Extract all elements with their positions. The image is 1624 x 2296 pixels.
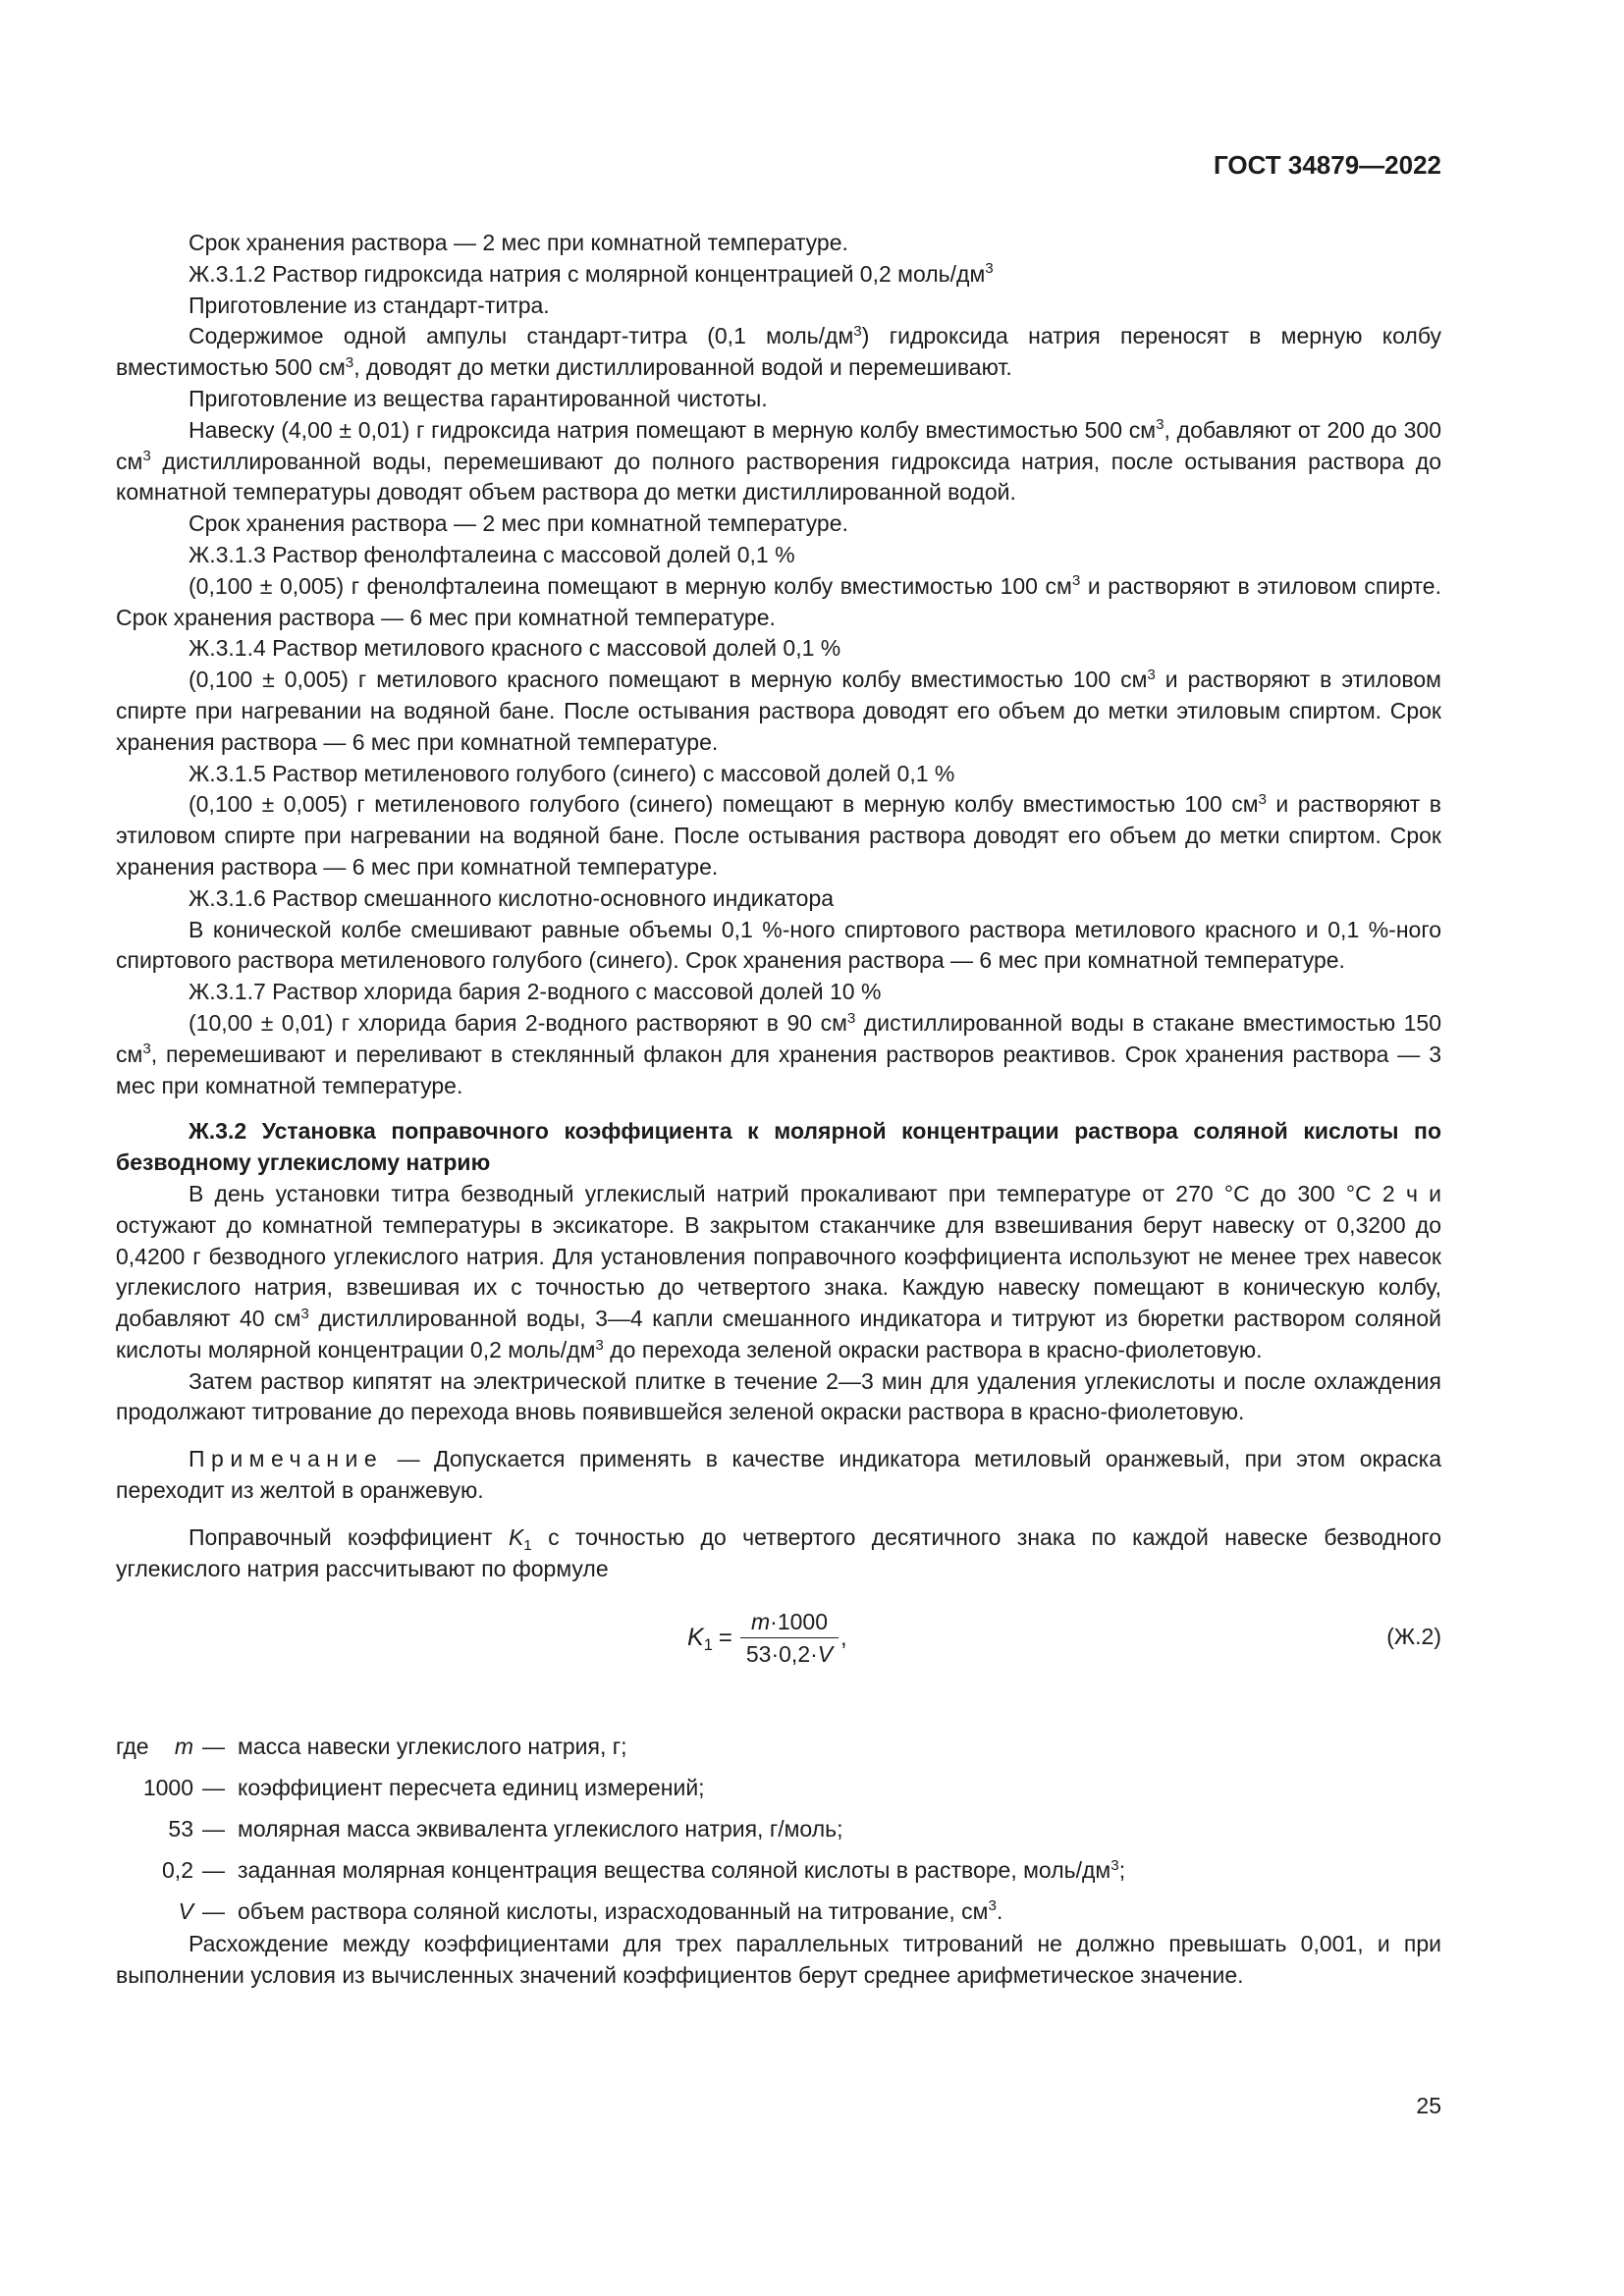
text-run: — Допускается применять в качестве индикатора метиловый оранжевый, при этом окраска переходит из желтой в оранжевую. [116, 1446, 1441, 1504]
text-run: до перехода зеленой окраски раствора в красно-фиолетовую. [603, 1336, 1263, 1362]
text-run: . [996, 1897, 1003, 1924]
superscript: 3 [142, 1041, 151, 1058]
body-paragraph [116, 540, 1441, 571]
italic-symbol: m [174, 1734, 193, 1760]
text-run: Приготовление из вещества гарантированной чистоты. [189, 385, 768, 411]
text-run: 1000 [142, 1775, 193, 1801]
superscript: 3 [142, 448, 151, 465]
body-paragraph [116, 291, 1441, 322]
text-run: , доводят до метки дистиллированной водой и перемешивают. [353, 354, 1012, 381]
legend-dash: — [202, 1734, 225, 1760]
text-run: Ж.3.1.4 Раствор метилового красного с массовой долей 0,1 % [189, 635, 841, 662]
body-paragraph [116, 883, 1441, 915]
italic-symbol: V [178, 1897, 193, 1924]
body-paragraph [116, 508, 1441, 540]
superscript: 3 [1110, 1856, 1119, 1874]
legend-lead-word: где [116, 1734, 149, 1760]
body-paragraph [116, 1008, 1441, 1101]
text-run: Расхождение между коэффициентами для трех параллельных титрований не должно превышать 0,001, и при выполнении условия из вычисленных значений коэффициентов берут среднее арифметическое значение. [116, 1931, 1441, 1989]
text-run: дистиллированной воды, перемешивают до полного растворения гидроксида натрия, после остывания раствора до комнатной температуры доводят объем раствора до метки дистиллированной водой. [116, 448, 1441, 506]
document-id: ГОСТ 34879—2022 [1214, 150, 1441, 180]
formula-trailing-comma: , [840, 1624, 847, 1650]
text-run: молярная масса эквивалента углекислого натрия, г/моль; [238, 1816, 843, 1842]
text-run: и растворяют в этиловом спирте. Срок хранения раствора — 6 мес при комнатной температуре. [116, 572, 1441, 630]
legend-row [116, 1814, 1441, 1845]
text-run: Содержимое одной ампулы стандарт-титра (0,1 моль/дм [189, 323, 854, 349]
page-number: 25 [1416, 2093, 1441, 2118]
text-run: Приготовление из стандарт-титра. [189, 292, 550, 318]
text-run: Ж.3.1.5 Раствор метиленового голубого (синего) с массовой долей 0,1 % [189, 760, 955, 786]
text-run: заданная молярная концентрация вещества соляной кислоты в растворе, моль/дм [238, 1856, 1111, 1883]
italic-symbol: V [817, 1640, 834, 1667]
text-run: Срок хранения раствора — 2 мес при комнатной температуре. [189, 510, 848, 537]
body-paragraph [116, 228, 1441, 259]
text-run: Затем раствор кипятят на электрической плитке в течение 2—3 мин для удаления углекислоты и после охлаждения продолжают титрование до перехода вновь появившейся зеленой окраски раствора в красно-фиолетовую. [116, 1367, 1441, 1425]
body-paragraph [116, 384, 1441, 415]
body-paragraph [116, 1522, 1441, 1585]
legend-description [238, 1773, 1441, 1804]
body-paragraph [116, 259, 1441, 291]
formula-denominator [740, 1638, 839, 1668]
legend-dash: — [202, 1816, 225, 1842]
superscript: 3 [1156, 416, 1164, 434]
body-paragraph [116, 1179, 1441, 1366]
formula-fraction [740, 1608, 839, 1668]
body-paragraph [116, 415, 1441, 508]
document-body [116, 228, 1441, 1992]
text-run: Ж.3.1.3 Раствор фенолфталеина с массовой долей 0,1 % [189, 541, 795, 567]
formula-lhs [687, 1623, 713, 1654]
superscript: 3 [1147, 666, 1156, 683]
body-paragraph [116, 1366, 1441, 1429]
text-run: ) гидроксида натрия переносят в мерную колбу вместимостью 500 см [116, 323, 1442, 381]
text-run: , добавляют от 200 до 300 см [116, 416, 1441, 474]
body-paragraph [116, 759, 1441, 790]
formula-block [116, 1607, 1441, 1668]
superscript: 3 [300, 1305, 309, 1322]
text-run: коэффициент пересчета единиц измерений; [238, 1775, 705, 1801]
body-paragraph [116, 1929, 1441, 1992]
superscript: 3 [595, 1336, 604, 1354]
text-run: (0,100 ± 0,005) г метилового красного помещают в мерную колбу вместимостью 100 см [189, 667, 1148, 693]
italic-symbol: K [687, 1623, 704, 1651]
text-run: дистиллированной воды в стакане вместимостью 150 см [116, 1009, 1441, 1067]
legend-description [238, 1896, 1441, 1928]
text-run: (0,100 ± 0,005) г метиленового голубого (синего) помещают в мерную колбу вместимостью 100 см [189, 791, 1259, 818]
text-run: Срок хранения раствора — 2 мес при комнатной температуре. [189, 230, 848, 255]
text-run: (0,100 ± 0,005) г фенолфталеина помещают в мерную колбу вместимостью 100 см [189, 572, 1072, 599]
formula-expression [687, 1607, 847, 1668]
text-run: Навеску (4,00 ± 0,01) г гидроксида натрия помещают в мерную колбу вместимостью 500 см [189, 416, 1157, 443]
italic-symbol: K [508, 1523, 524, 1550]
legend-symbol [116, 1855, 193, 1887]
legend-dash: — [202, 1775, 225, 1801]
body-paragraph [116, 915, 1441, 978]
legend-row [116, 1896, 1441, 1928]
superscript: 3 [846, 1009, 856, 1027]
text-run: с точностью до четвертого десятичного знака по каждой навеске безводного углекислого натрия рассчитывают по формуле [116, 1523, 1441, 1581]
italic-symbol: m [751, 1608, 771, 1634]
note-paragraph [116, 1444, 1441, 1507]
text-run: и растворяют в этиловом спирте при нагревании на водяной бане. После остывания раствора доводят его объем до метки этиловым спиртом. Срок хранения раствора — 6 мес при комнатной температуре. [116, 667, 1441, 755]
legend-description [238, 1855, 1441, 1887]
text-run: Ж.3.1.7 Раствор хлорида бария 2-водного с массовой долей 10 % [189, 979, 882, 1005]
text-run: В конической колбе смешивают равные объемы 0,1 %-ного спиртового раствора метилового красного и 0,1 %-ного спиртового раствора метиленового голубого (синего). Срок хранения раствора — 6 мес при комнатной температуре. [116, 916, 1441, 974]
legend-dash: — [202, 1856, 225, 1883]
body-paragraph [116, 977, 1441, 1008]
text-run: В день установки титра безводный углекислый натрий прокаливают при температуре от 270 °C до 300 °C 2 ч и остужают до комнатной температуры в эксикаторе. В закрытом стаканчике для взвешивания берут навеску от 0,3200 до 0,4200 г безводного углекислого натрия. Для установления поправочного коэффициента используют не менее трех навесок углекислого натрия, взвешивая их с точностью до четвертого знака. Каждую навеску помещают в коническую колбу, добавляют 40 см [116, 1180, 1441, 1332]
formula-equals: = [718, 1624, 732, 1651]
text-run: объем раствора соляной кислоты, израсходованный на титрование, см [238, 1897, 989, 1924]
text-run: 0,2 [162, 1856, 193, 1883]
legend-row [116, 1773, 1441, 1804]
legend-symbol [116, 1896, 193, 1928]
formula-numerator [740, 1608, 839, 1638]
formula-legend [116, 1732, 1441, 1927]
body-paragraph [116, 633, 1441, 665]
superscript: 3 [853, 323, 862, 341]
legend-description [238, 1814, 1441, 1845]
body-paragraph [116, 665, 1441, 758]
text-run: (10,00 ± 0,01) г хлорида бария 2-водного растворяют в 90 см [189, 1009, 847, 1036]
superscript: 3 [1258, 791, 1267, 808]
superscript: 3 [985, 260, 994, 278]
superscript: 3 [988, 1897, 997, 1915]
legend-description [238, 1732, 1441, 1763]
formula-number: (Ж.2) [1386, 1624, 1441, 1650]
legend-row [116, 1732, 1441, 1763]
note-label: Примечание [189, 1446, 384, 1472]
text-run: 53 [168, 1816, 193, 1842]
superscript: 3 [1071, 572, 1081, 590]
body-paragraph [116, 321, 1441, 384]
text-run: Поправочный коэффициент [189, 1523, 509, 1550]
legend-dash: — [202, 1897, 225, 1924]
text-run: и растворяют в этиловом спирте при нагревании на водяной бане. После остывания раствора доводят его объем до метки спиртом. Срок хранения раствора — 6 мес при комнатной температуре. [116, 791, 1441, 880]
subscript: 1 [703, 1636, 713, 1655]
text-run: ·1000 [770, 1608, 828, 1634]
body-paragraph [116, 571, 1441, 634]
legend-symbol [116, 1814, 193, 1845]
text-run: масса навески углекислого натрия, г; [238, 1734, 627, 1760]
text-run: Ж.3.1.2 Раствор гидроксида натрия с молярной концентрацией 0,2 моль/дм [189, 260, 986, 287]
text-run: ; [1118, 1856, 1126, 1883]
legend-symbol [116, 1773, 193, 1804]
text-run: 53·0,2· [745, 1640, 818, 1667]
text-run: Ж.3.1.6 Раствор смешанного кислотно-основного индикатора [189, 884, 835, 911]
text-run: Ж.3.2 Установка поправочного коэффициента к молярной концентрации раствора соляной кислоты по безводному углекислому натрию [116, 1118, 1441, 1176]
superscript: 3 [345, 353, 354, 371]
section-heading [116, 1116, 1441, 1179]
subscript: 1 [523, 1537, 532, 1555]
body-paragraph [116, 789, 1441, 882]
text-run: дистиллированной воды, 3—4 капли смешанного индикатора и титруют из бюретки раствором соляной кислоты молярной концентрации 0,2 моль/дм [116, 1306, 1442, 1362]
text-run: , перемешивают и переливают в стеклянный флакон для хранения растворов реактивов. Срок хранения раствора — 3 мес при комнатной температуре. [116, 1041, 1441, 1098]
legend-row [116, 1855, 1441, 1887]
